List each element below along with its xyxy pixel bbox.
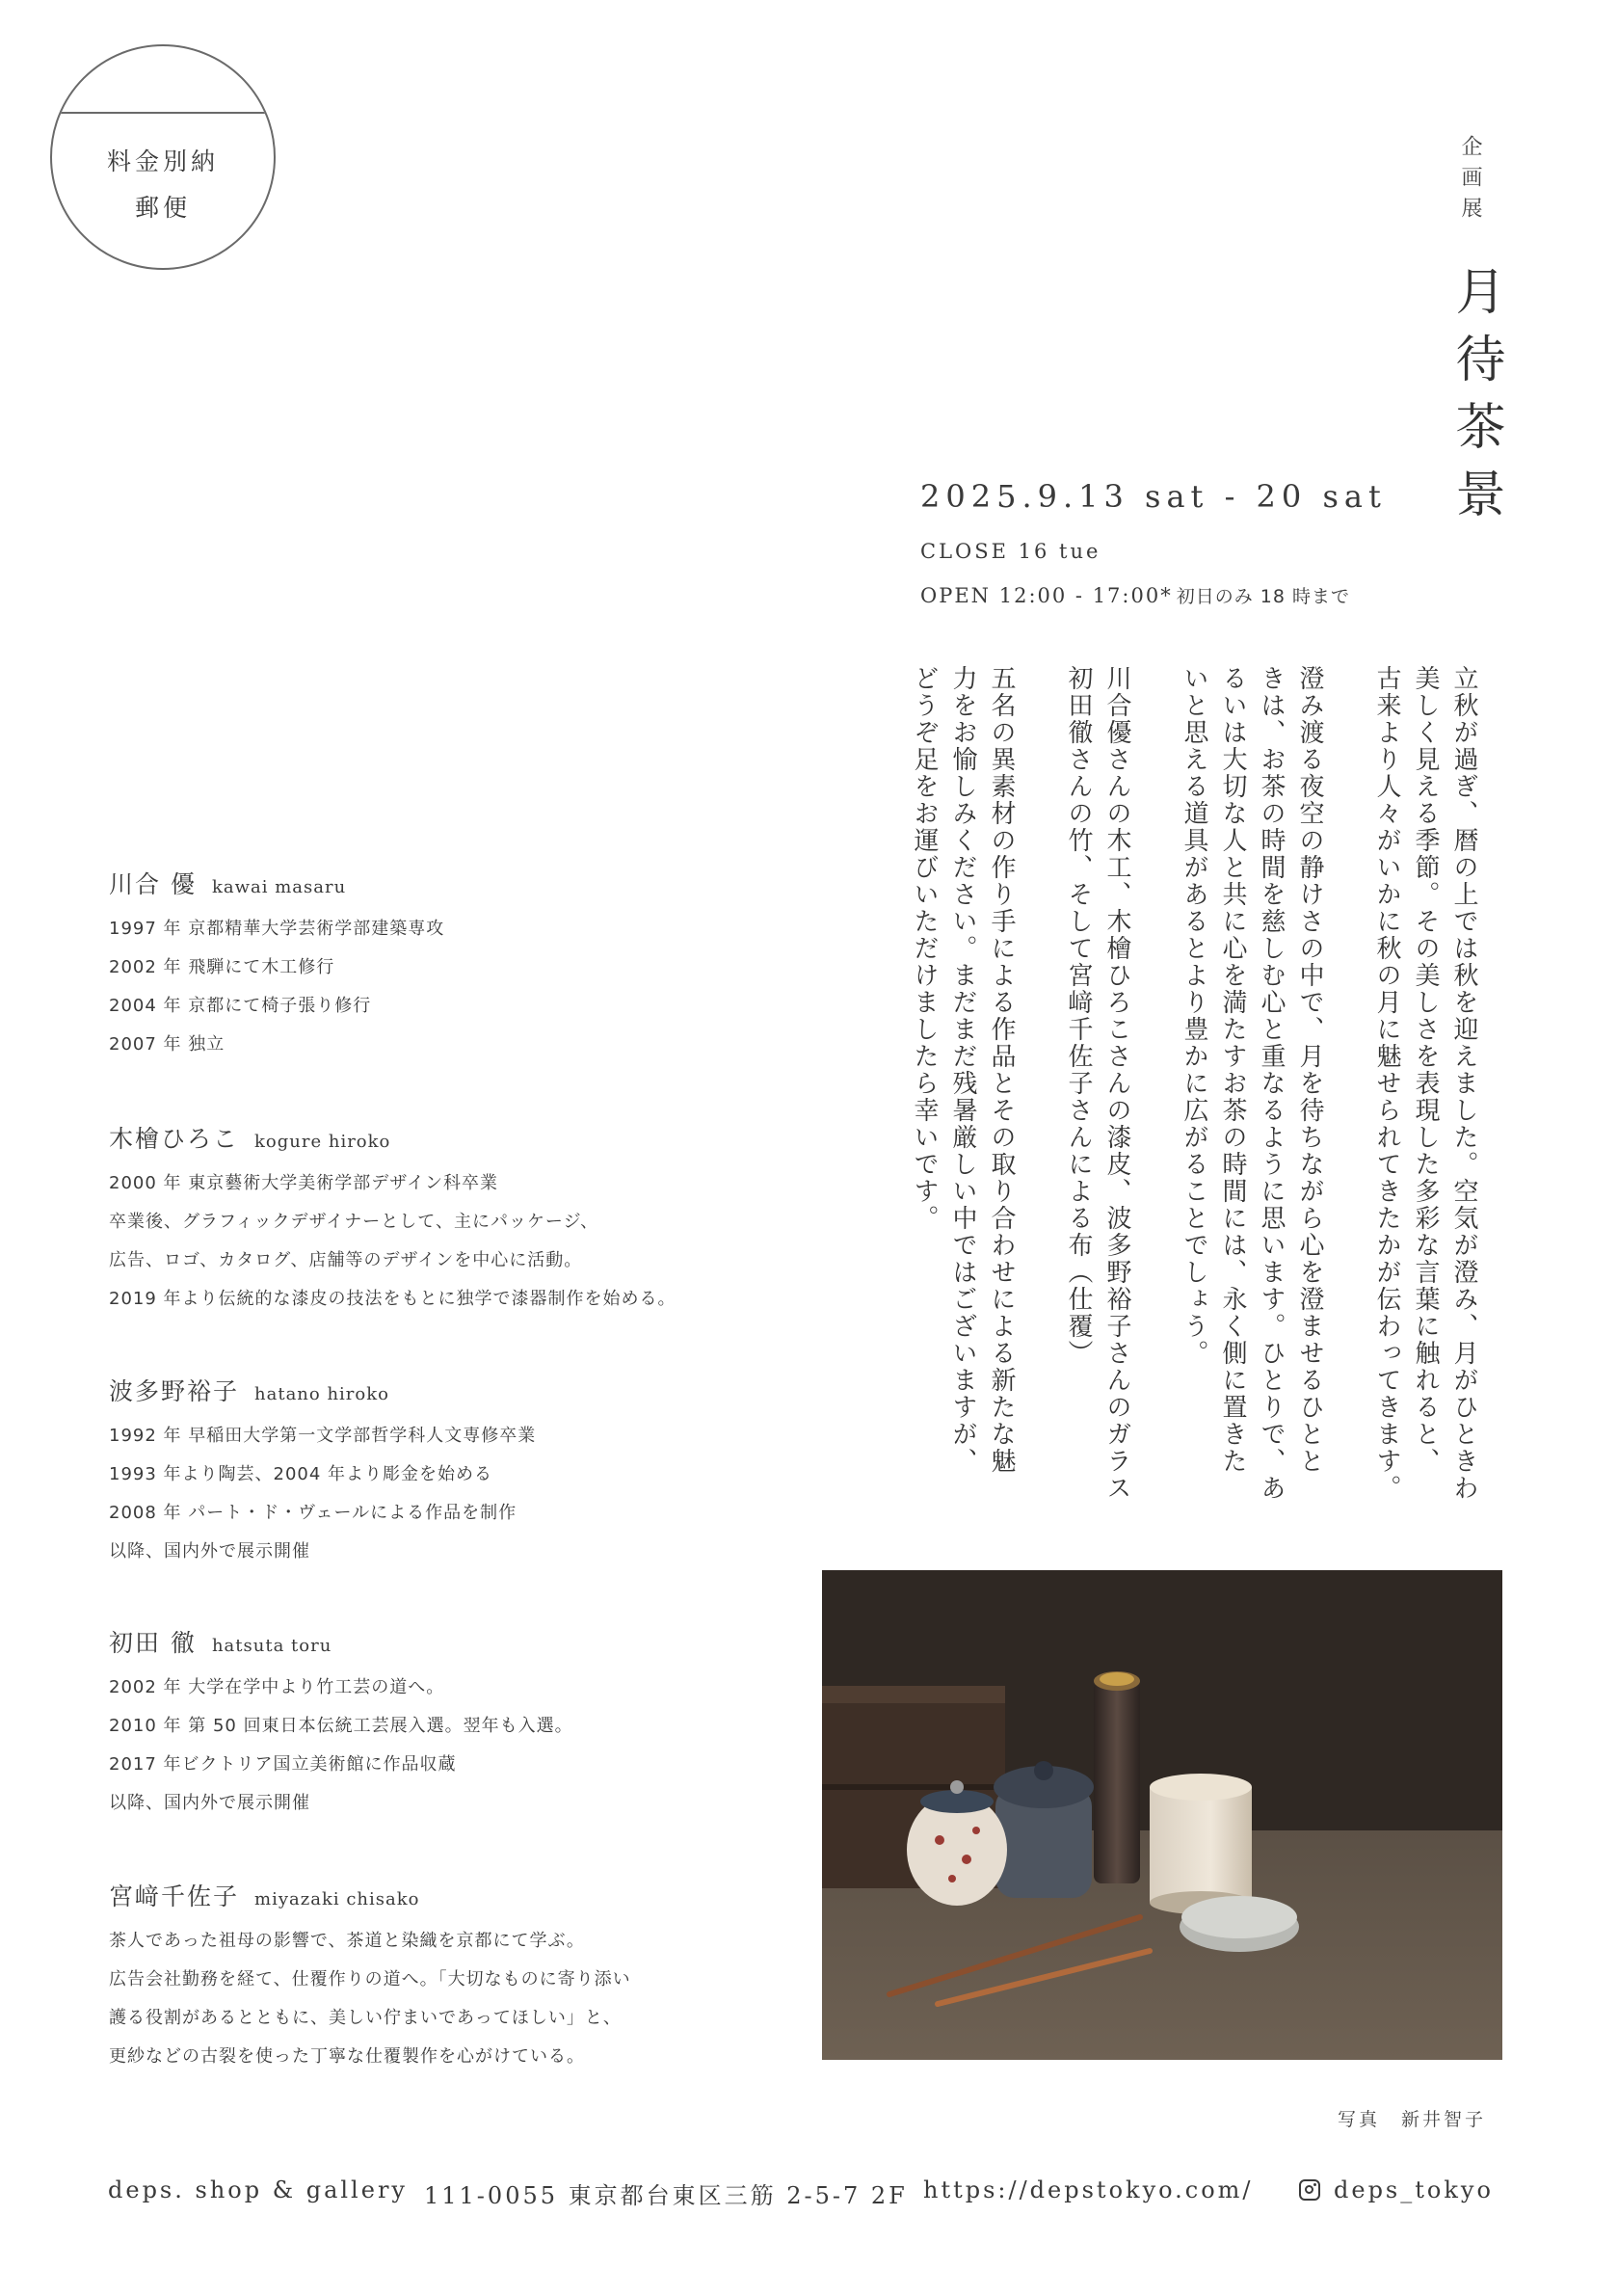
intro-line: 川合優さんの木工、木檜ひろこさんの漆皮、波多野裕子さんのガラス — [1102, 665, 1131, 1502]
artist-bio-line: 卒業後、グラフィックデザイナーとして、主にパッケージ、 — [109, 1212, 599, 1232]
artist-name-roman: kogure hiroko — [254, 1132, 391, 1152]
artist-bio-line: 護る役割があるとともに、美しい佇まいであってほしい」と、 — [109, 2008, 622, 2028]
artist-miyazaki — [109, 1878, 631, 2076]
shop-name: deps. shop & gallery — [108, 2176, 408, 2203]
artist-bio-line: 広告会社勤務を経て、仕覆作りの道へ。「大切なものに寄り添い — [109, 1969, 631, 1989]
artist-name-row — [109, 1373, 536, 1407]
artist-name-row — [109, 1878, 631, 1912]
artist-bio-line: 2002 年 大学在学中より竹工芸の道へ。 — [109, 1677, 445, 1697]
artist-hatsuta — [109, 1624, 573, 1823]
postmark-line1: 料金別納 — [106, 147, 219, 175]
artist-bio-line: 以降、国内外で展示開催 — [109, 1793, 310, 1813]
tea-utensils-photo — [822, 1570, 1502, 2060]
exhibition-type: 企画展 — [1458, 135, 1482, 227]
exhibition-title: 月待茶景 — [1446, 265, 1504, 535]
artist-bio-line: 広告、ロゴ、カタログ、店舗等のデザインを中心に活動。 — [109, 1250, 583, 1270]
artist-hatano — [109, 1373, 536, 1571]
artist-kogure — [109, 1120, 676, 1319]
exhibition-dates: 2025.9.13 sat - 20 sat — [920, 478, 1387, 515]
intro-line: いと思える道具があるとより豊かに広がることでしょう。 — [1180, 665, 1208, 1367]
artist-name-roman: hatano hiroko — [254, 1384, 389, 1404]
artist-bio-line: 2007 年 独立 — [109, 1034, 225, 1055]
photo-credit: 写真 新井智子 — [1338, 2109, 1487, 2130]
artist-bio-line: 2019 年より伝統的な漆皮の技法をもとに独学で漆器制作を始める。 — [109, 1289, 676, 1309]
artist-bio-line: 以降、国内外で展示開催 — [109, 1541, 310, 1562]
intro-line: 初田徹さんの竹、そして宮﨑千佐子さんによる布（仕覆） — [1064, 665, 1093, 1367]
postage-mark — [50, 44, 276, 270]
artist-bio-line: 1992 年 早稲田大学第一文学部哲学科人文専修卒業 — [109, 1426, 537, 1446]
artist-name-roman: hatsuta toru — [211, 1636, 332, 1656]
instagram-link[interactable] — [1299, 2176, 1494, 2203]
intro-line: 立秋が過ぎ、暦の上では秋を迎えました。空気が澄み、月がひときわ — [1449, 665, 1478, 1502]
artist-name: 宮﨑千佐子 — [109, 1882, 240, 1910]
opening-hours-note: 初日のみ 18 時まで — [1176, 586, 1350, 607]
artist-bio-line: 2002 年 飛騨にて木工修行 — [109, 957, 335, 977]
artist-bio-line: 2000 年 東京藝術大学美術学部デザイン科卒業 — [109, 1173, 498, 1193]
artist-bio-line: 茶人であった祖母の影響で、茶道と染織を京都にて学ぶ。 — [109, 1931, 585, 1951]
artist-bio-line: 2008 年 パート・ド・ヴェールによる作品を制作 — [109, 1503, 517, 1523]
artist-bio-line: 2010 年 第 50 回東日本伝統工芸展入選。翌年も入選。 — [109, 1716, 573, 1736]
paragraph-gap — [1136, 665, 1175, 1533]
closed-day: CLOSE 16 tue — [920, 540, 1101, 563]
artist-bio-line: 2017 年ビクトリア国立美術館に作品収蔵 — [109, 1754, 457, 1775]
artist-kawai — [109, 866, 444, 1064]
artist-name: 川合 優 — [109, 870, 197, 898]
artist-name-roman: kawai masaru — [211, 877, 347, 897]
photo-illustration — [822, 1570, 1502, 2060]
postmark-divider — [52, 112, 274, 114]
artist-bio-line: 2004 年 京都にて椅子張り修行 — [109, 996, 372, 1016]
paragraph-gap — [1021, 665, 1059, 1533]
instagram-icon — [1299, 2179, 1320, 2201]
artist-bio-line: 1997 年 京都精華大学芸術学部建築専攻 — [109, 919, 445, 939]
shop-address: 111-0055 東京都台東区三筋 2-5-7 2F — [424, 2182, 908, 2209]
intro-line: きは、お茶の時間を慈しむ心と重なるように思います。ひとりで、あ — [1257, 665, 1286, 1502]
instagram-handle: deps_tokyo — [1334, 2176, 1494, 2203]
artist-bio-line: 1993 年より陶芸、2004 年より彫金を始める — [109, 1464, 493, 1484]
intro-line: るいは大切な人と共に心を満たすお茶の時間には、永く側に置きた — [1218, 665, 1247, 1475]
intro-line: どうぞ足をお運びいただけましたら幸いです。 — [910, 665, 939, 1232]
artist-name: 木檜ひろこ — [109, 1125, 240, 1153]
paragraph-gap — [1329, 665, 1367, 1533]
artist-name-roman: miyazaki chisako — [254, 1889, 420, 1909]
postmark-line2: 郵便 — [134, 194, 191, 222]
intro-line: 力をお愉しみください。まだまだ残暑厳しい中ではございますが、 — [948, 665, 977, 1475]
artist-name: 波多野裕子 — [109, 1377, 240, 1405]
artist-name-row — [109, 866, 444, 900]
introduction-text — [905, 665, 1483, 1533]
shop-url-link[interactable]: https://depstokyo.com/ — [923, 2176, 1254, 2203]
artist-name-row — [109, 1120, 676, 1155]
artist-bio-line: 更紗などの古裂を使った丁寧な仕覆製作を心がけている。 — [109, 2046, 585, 2067]
intro-line: 古来より人々がいかに秋の月に魅せられてきたかが伝わってきます。 — [1372, 665, 1401, 1502]
opening-hours-text: OPEN 12:00 - 17:00* — [920, 584, 1173, 607]
intro-line: 澄み渡る夜空の静けさの中で、月を待ちながら心を澄ませるひとと — [1295, 665, 1324, 1475]
intro-line: 五名の異素材の作り手による作品とその取り合わせによる新たな魅 — [987, 665, 1016, 1475]
opening-hours — [920, 582, 1350, 608]
intro-line: 美しく見える季節。その美しさを表現した多彩な言葉に触れると、 — [1411, 665, 1440, 1475]
artist-name-row — [109, 1624, 573, 1659]
artist-name: 初田 徹 — [109, 1629, 197, 1657]
